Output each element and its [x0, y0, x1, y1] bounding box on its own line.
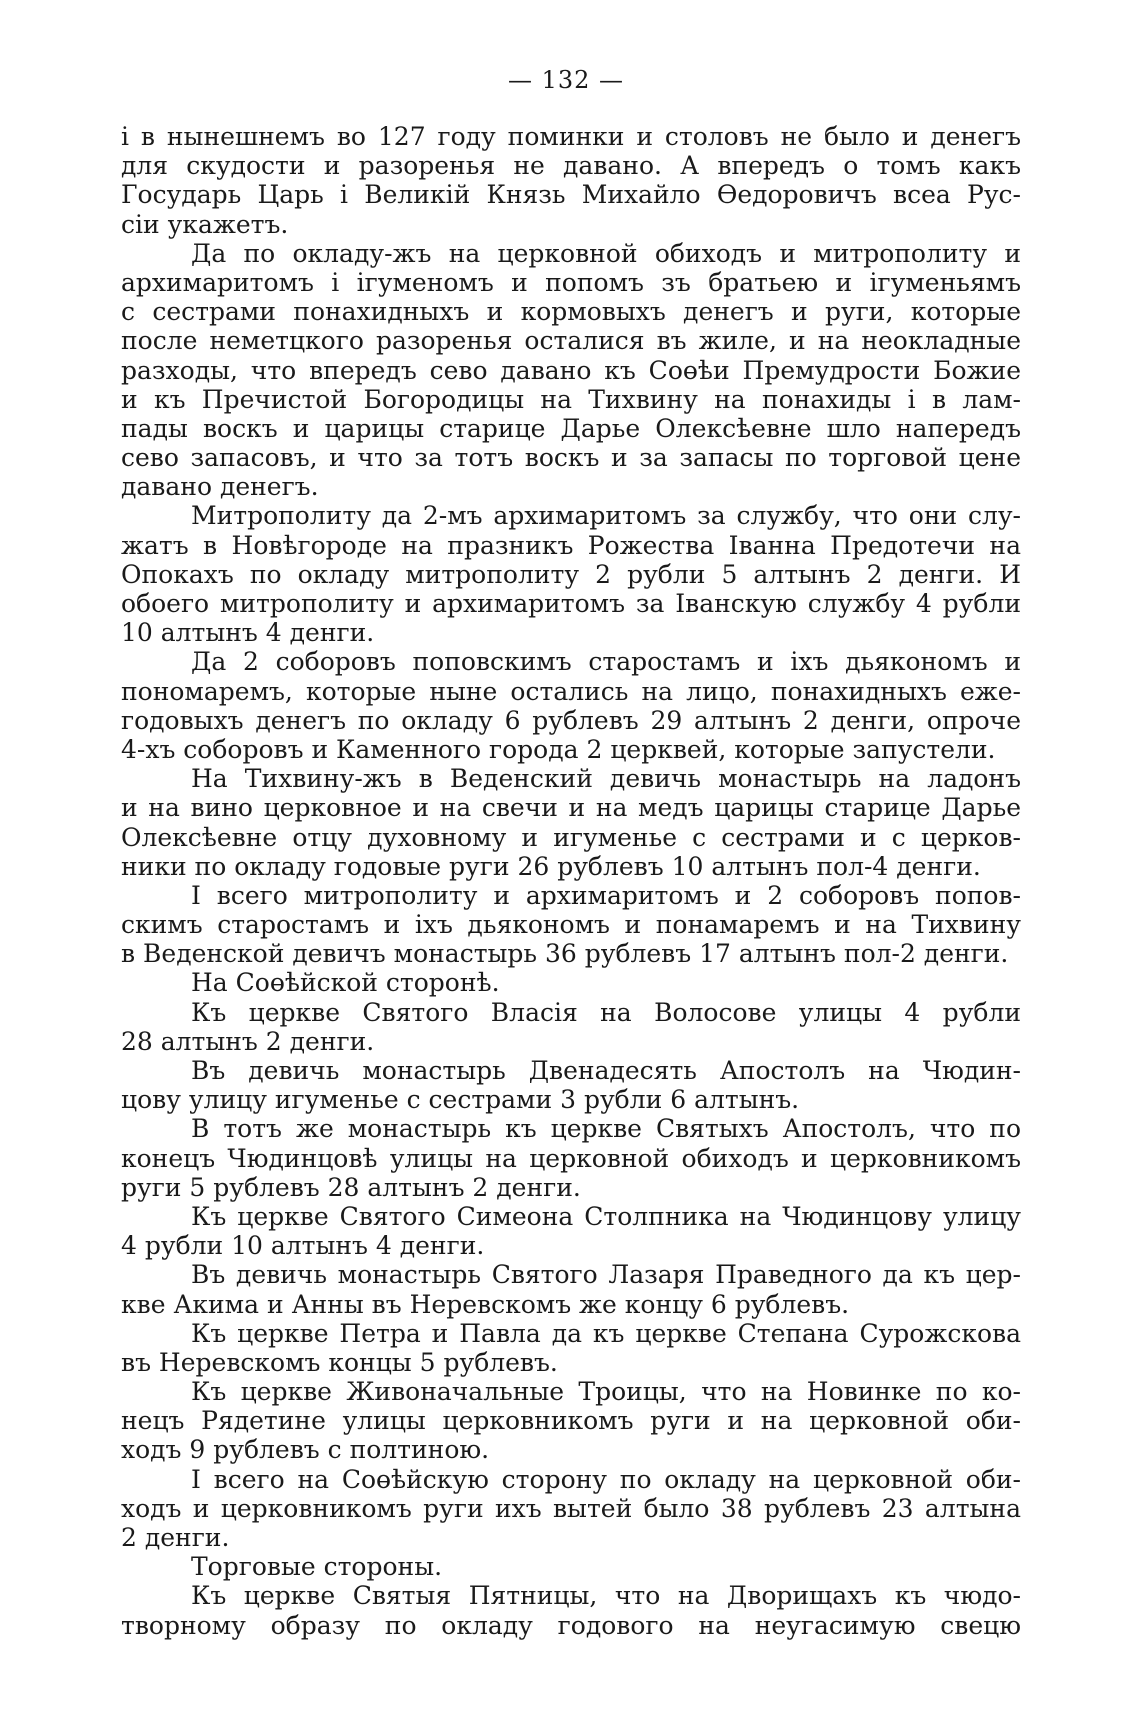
text-line: 4-хъ соборовъ и Каменного города 2 церквей, которые запустели. [121, 734, 996, 764]
text-line: архимаритомъ і ігуменомъ и попомъ зъ братьею и ігуменьямъ [121, 267, 1021, 297]
text-line: с сестрами понахидныхъ и кормовыхъ денегъ и руги, которые [121, 297, 1021, 327]
text-line: Опокахъ по окладу митрополиту 2 рубли 5 алтынъ 2 денги. И [121, 559, 1021, 589]
text-line: годовыхъ денегъ по окладу 6 рублевъ 29 алтынъ 2 денги, опроче [121, 705, 1021, 735]
text-line: Въ девичь монастырь Святого Лазаря Праведного да къ цер- [191, 1260, 1021, 1290]
paragraph [121, 1202, 1021, 1260]
text-line: І всего митрополиту и архимаритомъ и 2 соборовъ попов- [191, 880, 1021, 910]
paragraph [121, 122, 1021, 239]
text-line: Къ церкве Петра и Павла да къ церкве Степана Сурожскова [191, 1318, 1021, 1348]
text-line: в Веденской девичъ монастырь 36 рублевъ 17 алтынъ пол-2 денги. [121, 939, 1009, 969]
text-line: Къ церкве Святыя Пятницы, что на Дворищахъ къ чюдо- [191, 1581, 1021, 1611]
text-line: сіи укажетъ. [121, 209, 289, 239]
text-line: разходы, что впередъ сево давано къ Соөѣи Премудрости Божие [121, 355, 1021, 385]
text-line: скимъ старостамъ и іхъ дьякономъ и понамаремъ и на Тихвину [121, 910, 1021, 940]
paragraph [121, 647, 1021, 764]
text-line: и на вино церковное и на свечи и на медъ царицы старице Дарье [121, 793, 1021, 823]
paragraph [121, 1581, 1021, 1639]
text-line: Въ девичь монастырь Двенадесять Апостолъ на Чюдин- [191, 1056, 1021, 1085]
text-line: Торговые стороны. [191, 1552, 443, 1582]
paragraph [121, 501, 1021, 647]
text-line: обоего митрополиту и архимаритомъ за Іванскую службу 4 рубли [121, 589, 1021, 618]
text-line: І всего на Соөѣйскую сторону по окладу на церковной оби- [191, 1464, 1021, 1494]
paragraph [121, 881, 1021, 969]
paragraph [121, 1465, 1021, 1553]
text-line: 4 рубли 10 алтынъ 4 денги. [121, 1231, 485, 1261]
paragraph [121, 1319, 1021, 1377]
text-line: Митрополиту да 2-мъ архимаритомъ за службу, что они слу- [191, 501, 1021, 531]
text-line: конецъ Чюдинцовѣ улицы на церковной обиходъ и церковникомъ [121, 1143, 1021, 1173]
text-line: Къ церкве Святого Власія на Волосове улицы 4 рубли [191, 997, 1021, 1027]
paragraph [121, 1552, 1021, 1581]
text-line: жатъ в Новѣгороде на празникъ Рожества Іванна Предотечи на [121, 530, 1021, 560]
text-line: Олексѣевне отцу духовному и игуменье с сестрами и с церков- [121, 822, 1021, 852]
text-line: На Тихвину-жъ в Веденский девичь монастырь на ладонъ [191, 764, 1021, 794]
paragraph [121, 1056, 1021, 1114]
text-line: пады воскъ и царицы старице Дарье Олексѣевне шло напередъ [121, 413, 1021, 443]
text-line: кве Акима и Анны въ Неревскомъ же концу 6 рублевъ. [121, 1289, 850, 1319]
text-line: ходъ 9 рублевъ с полтиною. [121, 1435, 490, 1465]
document-body [121, 122, 1021, 1640]
text-line: руги 5 рублевъ 28 алтынъ 2 денги. [121, 1172, 581, 1202]
text-line: Да 2 соборовъ поповскимъ старостамъ и іхъ дьякономъ и [191, 647, 1021, 677]
text-line: На Соөѣйской сторонѣ. [191, 968, 500, 998]
text-line: Къ церкве Живоначальные Троицы, что на Новинке по ко- [191, 1377, 1021, 1407]
paragraph [121, 968, 1021, 997]
text-line: ники по окладу годовые руги 26 рублевъ 10 алтынъ пол-4 денги. [121, 851, 981, 881]
page-number: — 132 — [507, 66, 625, 94]
text-line: пономаремъ, которые ныне остались на лицо, понахидныхъ еже- [121, 676, 1021, 706]
text-line: Да по окладу-жъ на церковной обиходъ и митрополиту и [191, 238, 1021, 268]
paragraph [121, 764, 1021, 881]
text-line: і в нынешнемъ во 127 году поминки и столовъ не было и денегъ [121, 122, 1021, 151]
text-line: В тотъ же монастырь къ церкве Святыхъ Апостолъ, что по [191, 1114, 1021, 1144]
text-line: творному образу по окладу годового на неугасимую свецю [121, 1610, 1021, 1640]
text-line: после неметцкого разоренья осталися въ жиле, и на неокладные [121, 326, 1021, 356]
text-line: цову улицу игуменье с сестрами 3 рубли 6 алтынъ. [121, 1085, 800, 1115]
text-line: нецъ Рядетине улицы церковникомъ руги и на церковной оби- [121, 1406, 1021, 1436]
paragraph [121, 1114, 1021, 1202]
paragraph [121, 998, 1021, 1056]
text-line: 10 алтынъ 4 денги. [121, 618, 375, 648]
text-line: для скудости и разоренья не давано. А впередъ о томъ какъ [121, 151, 1021, 181]
paragraph [121, 1260, 1021, 1318]
text-line: Государь Царь і Великій Князь Михайло Өедоровичъ всеа Рус- [121, 180, 1021, 210]
text-line: 2 денги. [121, 1523, 230, 1552]
paragraph [121, 1377, 1021, 1465]
text-line: сево запасовъ, и что за тотъ воскъ и за запасы по торговой цене [121, 443, 1021, 473]
paragraph [121, 239, 1021, 502]
text-line: Къ церкве Святого Симеона Столпника на Чюдинцову улицу [191, 1201, 1021, 1231]
text-line: давано денегъ. [121, 472, 319, 502]
text-line: въ Неревскомъ концы 5 рублевъ. [121, 1347, 558, 1377]
text-line: 28 алтынъ 2 денги. [121, 1026, 375, 1056]
text-line: и къ Пречистой Богородицы на Тихвину на понахиды і в лам- [121, 384, 1021, 414]
text-line: ходъ и церковникомъ руги ихъ вытей было 38 рублевъ 23 алтына [121, 1493, 1021, 1523]
